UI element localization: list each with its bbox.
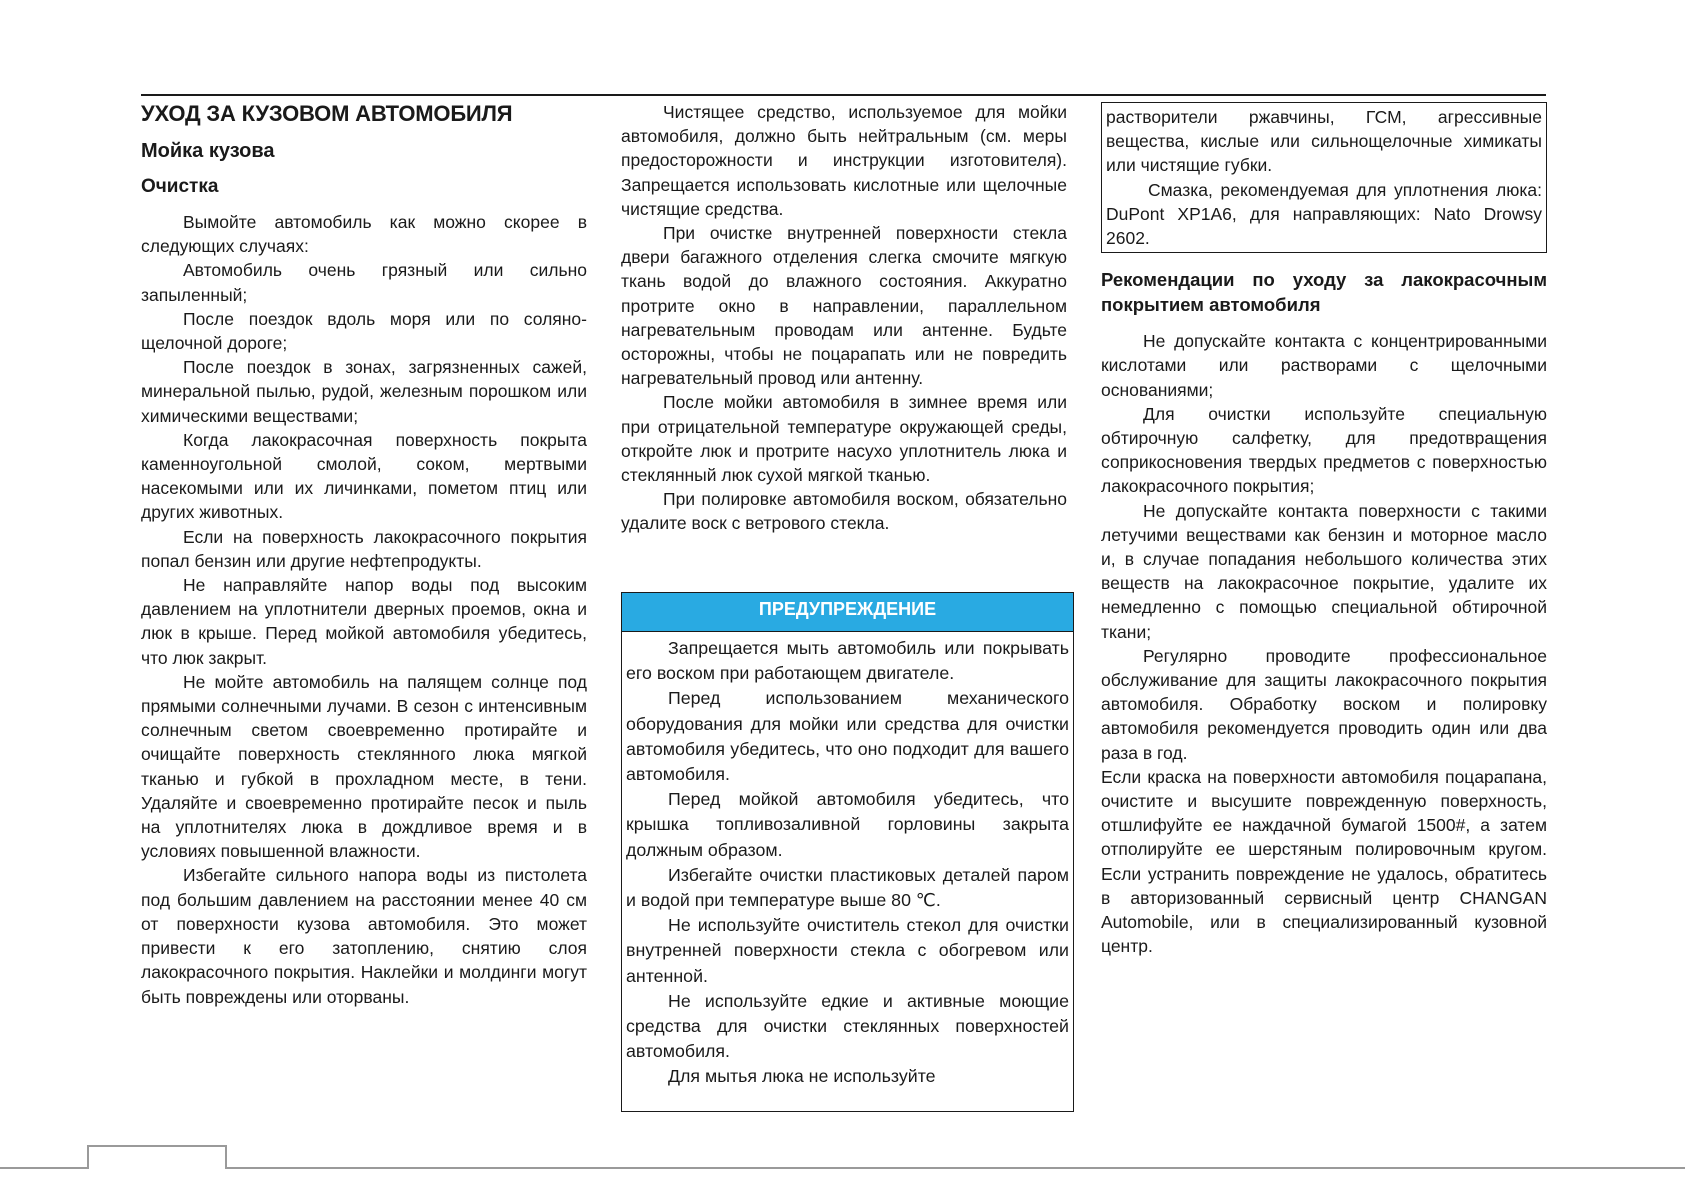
warning-paragraph: Не используйте едкие и активные моющие средства для очистки стеклянных поверхностей автомобиля. xyxy=(626,990,1069,1062)
paragraph: Не направляйте напор воды под высоким давлением на уплотнители дверных проемов, окна и люк в крыше. Перед мойкой автомобиля убедитесь, что люк закрыт. xyxy=(141,575,587,668)
warning-paragraph: Избегайте очистки пластиковых деталей паром и водой при температуре выше 80 ℃. xyxy=(626,864,1069,911)
warning-paragraph: Перед использованием механического оборудования для мойки или средства для очистки автомобиля убедитесь, что оно подходит для вашего автомобиля. xyxy=(626,688,1069,785)
warning-body xyxy=(622,632,1073,1090)
paragraph: Вымойте автомобиль как можно скорее в следующих случаях: xyxy=(141,212,587,257)
page-number-tab xyxy=(87,1145,227,1169)
paragraph: Не мойте автомобиль на палящем солнце под прямыми солнечными лучами. В сезон с интенсивным солнечным светом своевременно протирайте и очищайте поверхность стеклянного люка мягкой тканью и губкой в прохладном месте, в тени. Удаляйте и своевременно протирайте песок и пыль на уплотнителях люка в дождливое время и в условиях повышенной влажности. xyxy=(141,671,587,862)
paragraph: Автомобиль очень грязный или сильно запыленный; xyxy=(141,260,587,305)
warning-paragraph: Для мытья люка не используйте xyxy=(668,1066,936,1087)
top-rule xyxy=(141,94,1546,96)
paragraph: При очистке внутренней поверхности стекла двери багажного отделения слегка смочите мягкую ткань водой до влажного состояния. Аккуратно протрите окно в направлении, параллельном нагревательным проводам или антенне. Будьте осторожны, чтобы не поцарапать или не повредить нагревательный провод или антенну. xyxy=(621,223,1067,389)
paragraph: После поездок вдоль моря или по соляно-щелочной дороге; xyxy=(141,308,587,354)
page-title: УХОД ЗА КУЗОВОМ АВТОМОБИЛЯ xyxy=(141,101,513,126)
paragraph: Если на поверхность лакокрасочного покрытия попал бензин или другие нефтепродукты. xyxy=(141,526,587,571)
paragraph: Не допускайте контакта поверхности с такими летучими веществами как бензин и моторное масло и, в случае попадания небольшого количества этих веществ на лакокрасочное покрытие, удалите их немедленно с помощью специальной обтирочной ткани; xyxy=(1101,500,1547,642)
warning-title: ПРЕДУПРЕЖДЕНИЕ xyxy=(622,593,1073,632)
section-heading-paint-care: Рекомендации по уходу за лакокрасочным покрытием автомобиля xyxy=(1101,269,1547,316)
note-paragraph: Смазка, рекомендуемая для уплотнения люка: DuPont XP1A6, для направляющих: Nato Drowsy 2602. xyxy=(1106,179,1542,249)
paragraph: Чистящее средство, используемое для мойки автомобиля, должно быть нейтральным (см. меры предосторожности и инструкции изготовителя). Запрещается использовать кислотные или щелочные чистящие средства. xyxy=(621,102,1067,219)
warning-paragraph: Не используйте очиститель стекол для очистки внутренней поверхности стекла с обогревом или антенной. xyxy=(626,915,1069,986)
paragraph: Когда лакокрасочная поверхность покрыта каменноугольной смолой, соком, мертвыми насекомыми или их личинками, пометом птиц или других животных. xyxy=(141,429,587,523)
paragraph: Если краска на поверхности автомобиля поцарапана, очистите и высушите поврежденную поверхность, отшлифуйте ее наждачной бумагой 1500#, а затем отполируйте ее шерстяным полировочным кругом. Если устранить повреждение не удалось, обратитесь в авторизованный сервисный центр CHANGAN Automobile, или в специализированный кузовной центр. xyxy=(1101,766,1547,957)
column-left xyxy=(141,100,587,1009)
column-right xyxy=(1101,100,1547,959)
paragraph: Для очистки используйте специальную обтирочную салфетку, для предотвращения соприкосновения твердых предметов с поверхностью лакокрасочного покрытия; xyxy=(1101,403,1547,497)
warning-box xyxy=(621,592,1074,1112)
paragraph: Не допускайте контакта с концентрированными кислотами или растворами с щелочными основаниями; xyxy=(1101,331,1547,400)
column-middle xyxy=(621,100,1067,536)
paragraph: При полировке автомобиля воском, обязательно удалите воск с ветрового стекла. xyxy=(621,489,1067,534)
paragraph: После мойки автомобиля в зимнее время или при отрицательной температуре окружающей среды, откройте люк и протрите насухо уплотнитель люка и стеклянный люк сухой мягкой тканью. xyxy=(621,392,1067,486)
paragraph: Избегайте сильного напора воды из пистолета под большим давлением на расстоянии менее 40 см от поверхности кузова автомобиля. Это может привести к его затоплению, снятию слоя лакокрасочного покрытия. Наклейки и молдинги могут быть повреждены или оторваны. xyxy=(141,865,587,1007)
paragraph: После поездок в зонах, загрязненных сажей, минеральной пылью, рудой, железным порошком или химическими веществами; xyxy=(141,357,587,426)
note-paragraph: растворители ржавчины, ГСМ, агрессивные вещества, кислые или сильнощелочные химикаты или чистящие губки. xyxy=(1106,107,1542,176)
paragraph: Регулярно проводите профессиональное обслуживание для защиты лакокрасочного покрытия автомобиля. Обработку воском и полировку автомобиля рекомендуется проводить один или два раза в год. xyxy=(1101,645,1547,763)
continued-note-box xyxy=(1101,102,1547,253)
warning-paragraph: Запрещается мыть автомобиль или покрывать его воском при работающем двигателе. xyxy=(626,638,1069,684)
footer-rule xyxy=(0,1167,1685,1169)
section-heading-washing: Мойка кузова xyxy=(141,140,275,162)
warning-paragraph: Перед мойкой автомобиля убедитесь, что крышка топливозаливной горловины закрыта должным образом. xyxy=(626,789,1069,860)
subsection-heading-cleaning: Очистка xyxy=(141,176,219,197)
